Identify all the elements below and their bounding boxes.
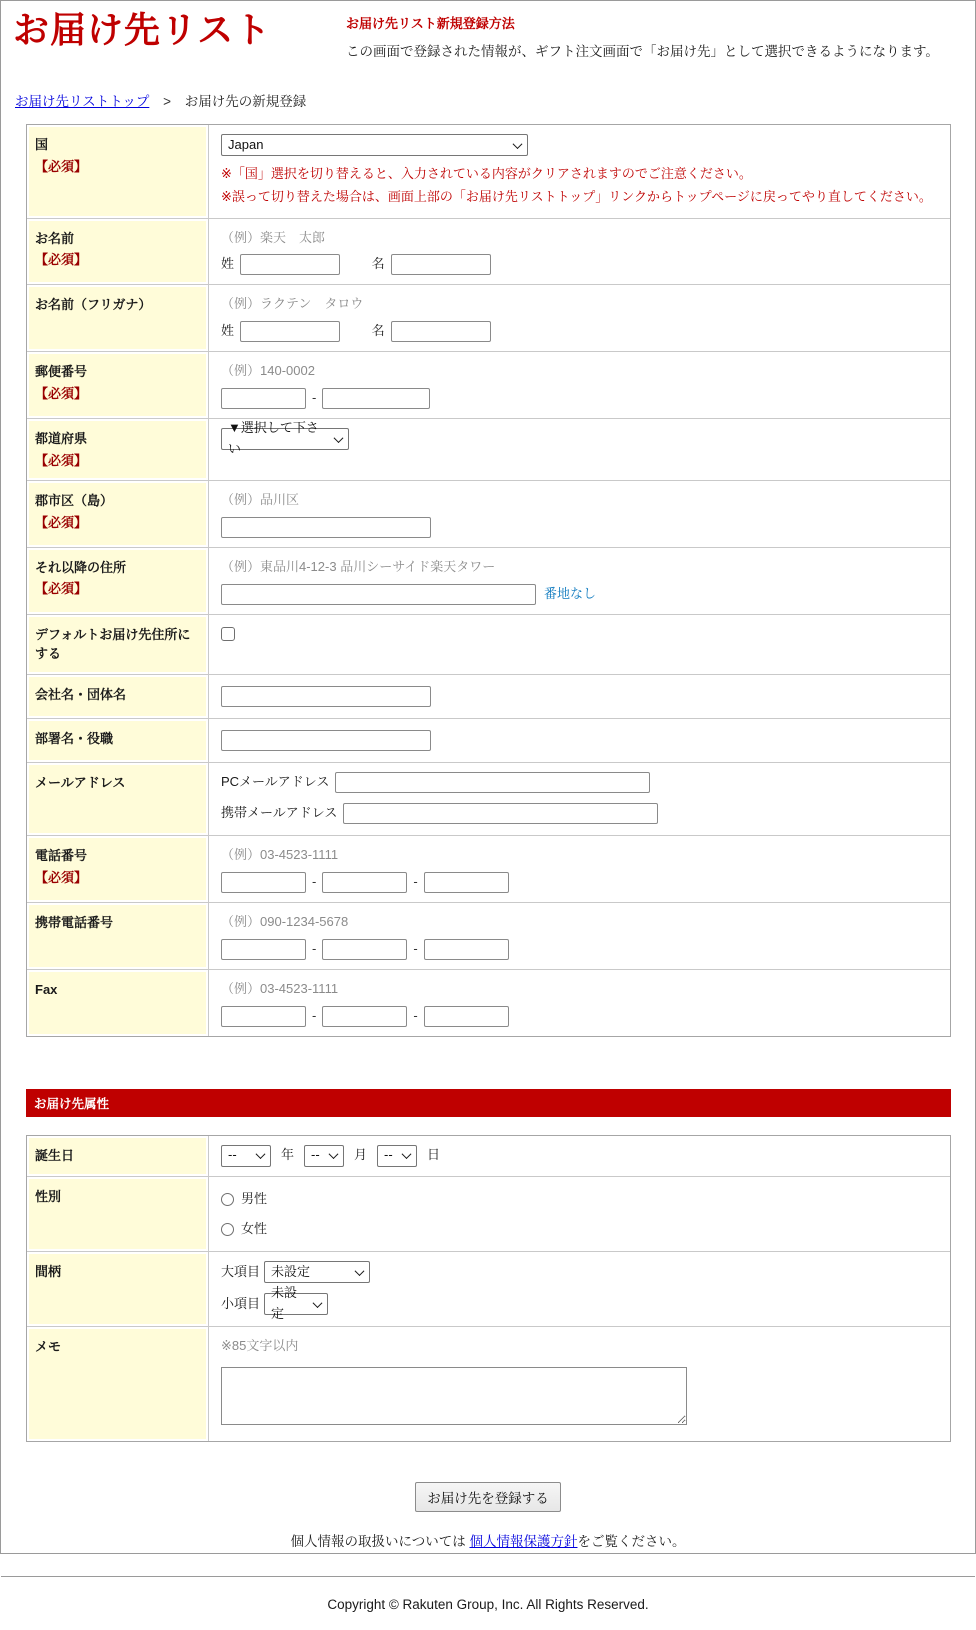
zip-hyphen: - — [312, 390, 317, 406]
row-kana — [27, 284, 950, 351]
name-example: （例）楽天 太郎 — [221, 229, 326, 245]
country-note-2: ※誤って切り替えた場合は、画面上部の「お届け先リストトップ」リンクからトップページに戻ってやり直してください。 — [221, 188, 932, 204]
memo-label: メモ — [35, 1339, 62, 1355]
attribute-form-table — [26, 1135, 951, 1442]
prefecture-select[interactable] — [221, 420, 349, 457]
row-mobile-phone — [27, 902, 950, 969]
row-country — [27, 125, 950, 218]
row-default-address — [27, 614, 950, 674]
country-select-value: Japan — [228, 136, 264, 152]
row-department — [27, 718, 950, 762]
department-label: 部署名・役職 — [35, 730, 114, 746]
row-city — [27, 480, 950, 547]
day-unit: 日 — [427, 1147, 441, 1163]
pc-email-input[interactable] — [335, 772, 650, 793]
mobile-phone-hyphen: - — [413, 940, 418, 956]
guide-title: お届け先リスト新規登録方法 — [346, 16, 515, 31]
memo-note: ※85文字以内 — [221, 1338, 299, 1354]
birthday-month-value: -- — [311, 1147, 320, 1163]
attribute-section-header: お届け先属性 — [26, 1089, 951, 1117]
relationship-minor-select[interactable] — [264, 1285, 328, 1322]
default-address-label: デフォルトお届け先住所にする — [35, 626, 191, 662]
required-badge: 【必須】 — [35, 252, 88, 267]
required-badge: 【必須】 — [35, 385, 88, 401]
chevron-down-icon — [329, 1149, 339, 1159]
gender-label: 性別 — [35, 1188, 62, 1204]
fax-input-2[interactable] — [322, 1006, 407, 1027]
breadcrumb — [15, 90, 975, 110]
mobile-phone-input-3[interactable] — [424, 939, 509, 960]
mobile-phone-label: 携帯電話番号 — [35, 914, 114, 930]
city-label: 郡市区（島） — [35, 493, 114, 509]
page-header — [1, 1, 975, 60]
company-input[interactable] — [221, 686, 431, 707]
row-name — [27, 218, 950, 285]
prefecture-label: 都道府県 — [35, 431, 88, 447]
mobile-phone-hyphen: - — [312, 940, 317, 956]
fax-label: Fax — [35, 981, 58, 997]
fax-hyphen: - — [312, 1007, 317, 1023]
privacy-suffix: をご覧ください。 — [577, 1533, 686, 1549]
city-input[interactable] — [221, 517, 431, 538]
required-badge: 【必須】 — [35, 452, 88, 468]
row-gender — [27, 1176, 950, 1252]
telephone-hyphen: - — [413, 874, 418, 889]
mobile-phone-input-2[interactable] — [322, 939, 407, 960]
telephone-example: （例）03-4523-1111 — [221, 847, 339, 863]
chevron-down-icon — [313, 1298, 323, 1308]
row-memo — [27, 1326, 950, 1441]
row-prefecture — [27, 418, 950, 480]
required-badge: 【必須】 — [35, 869, 88, 885]
first-name-kana-input[interactable] — [391, 321, 491, 342]
registration-guide — [346, 9, 939, 60]
privacy-prefix: 個人情報の取扱いについては — [290, 1533, 470, 1549]
last-name-label: 姓 — [221, 256, 235, 272]
required-badge: 【必須】 — [35, 581, 88, 597]
prefecture-select-value: ▼選択して下さい — [228, 420, 319, 457]
birthday-month-select[interactable] — [304, 1145, 344, 1167]
city-example: （例）品川区 — [221, 492, 300, 508]
privacy-policy-link[interactable]: 個人情報保護方針 — [469, 1533, 578, 1549]
mobile-phone-input-1[interactable] — [221, 939, 306, 960]
zip-input-1[interactable] — [221, 388, 306, 409]
street-address-input[interactable] — [221, 584, 536, 605]
row-telephone — [27, 835, 950, 902]
name-label: お名前 — [35, 230, 75, 246]
row-street-address — [27, 547, 950, 614]
breadcrumb-current: お届け先の新規登録 — [184, 94, 307, 109]
relationship-major-value: 未設定 — [271, 1263, 311, 1279]
birthday-day-value: -- — [384, 1147, 393, 1163]
fax-example: （例）03-4523-1111 — [221, 980, 339, 996]
country-label: 国 — [35, 137, 49, 152]
privacy-note — [1, 1530, 975, 1550]
department-input[interactable] — [221, 730, 431, 751]
no-banchi-link[interactable]: 番地なし — [544, 585, 597, 601]
relationship-major-select[interactable] — [264, 1261, 370, 1283]
country-note-1: ※「国」選択を切り替えると、入力されている内容がクリアされますのでご注意ください。 — [221, 166, 752, 181]
chevron-down-icon — [402, 1149, 412, 1159]
required-badge: 【必須】 — [35, 514, 88, 530]
country-select[interactable] — [221, 134, 528, 156]
row-fax — [27, 969, 950, 1036]
required-badge: 【必須】 — [35, 158, 88, 174]
first-name-input[interactable] — [391, 254, 491, 275]
last-name-kana-input[interactable] — [240, 321, 340, 342]
last-name-kana-label: 姓 — [221, 323, 235, 339]
mobile-email-label: 携帯メールアドレス — [221, 805, 338, 821]
zip-input-2[interactable] — [322, 388, 430, 409]
pc-email-label: PCメールアドレス — [221, 774, 330, 790]
birthday-label: 誕生日 — [35, 1147, 75, 1163]
zip-example: （例）140-0002 — [221, 363, 315, 379]
kana-label: お名前（フリガナ） — [35, 297, 152, 313]
fax-input-3[interactable] — [424, 1006, 509, 1027]
chevron-down-icon — [513, 139, 523, 149]
row-email — [27, 762, 950, 835]
telephone-hyphen: - — [312, 874, 317, 889]
breadcrumb-top-link[interactable]: お届け先リストトップ — [15, 94, 150, 109]
telephone-input-2[interactable] — [322, 872, 407, 893]
birthday-day-select[interactable] — [377, 1145, 417, 1167]
kana-example: （例）ラクテン タロウ — [221, 296, 364, 312]
row-company — [27, 674, 950, 718]
street-address-example: （例）東品川4-12-3 品川シーサイド楽天タワー — [221, 558, 496, 574]
relationship-major-label: 大項目 — [221, 1263, 261, 1279]
page-footer — [1, 1576, 975, 1630]
submit-area — [1, 1482, 975, 1512]
gender-female-radio[interactable] — [221, 1223, 234, 1236]
chevron-down-icon — [334, 433, 344, 443]
birthday-year-value: -- — [228, 1147, 237, 1163]
chevron-down-icon — [355, 1266, 365, 1276]
company-label: 会社名・団体名 — [35, 686, 127, 702]
copyright-text: Copyright © Rakuten Group, Inc. All Rights Reserved. — [327, 1596, 649, 1612]
telephone-input-1[interactable] — [221, 872, 306, 893]
mobile-email-input[interactable] — [343, 803, 658, 824]
zip-label: 郵便番号 — [35, 364, 88, 380]
year-unit: 年 — [281, 1147, 295, 1163]
row-relationship — [27, 1251, 950, 1326]
register-address-button[interactable]: お届け先を登録する — [415, 1482, 561, 1512]
default-address-checkbox[interactable] — [221, 627, 235, 641]
relationship-minor-value: 未設定 — [271, 1285, 298, 1322]
last-name-input[interactable] — [240, 254, 340, 275]
row-birthday — [27, 1136, 950, 1176]
gender-male-radio[interactable] — [221, 1193, 234, 1206]
street-address-label: それ以降の住所 — [35, 559, 127, 575]
row-zip — [27, 351, 950, 418]
guide-text: この画面で登録された情報が、ギフト注文画面で「お届け先」として選択できるようになります。 — [346, 44, 939, 59]
memo-textarea[interactable] — [221, 1367, 687, 1425]
month-unit: 月 — [354, 1147, 368, 1163]
mobile-phone-example: （例）090-1234-5678 — [221, 913, 349, 929]
breadcrumb-separator: > — [163, 94, 171, 109]
telephone-input-3[interactable] — [424, 872, 509, 893]
relationship-minor-label: 小項目 — [221, 1295, 261, 1311]
email-label: メールアドレス — [35, 774, 126, 790]
first-name-label: 名 — [371, 256, 385, 272]
fax-input-1[interactable] — [221, 1006, 306, 1027]
page-title: お届け先リスト — [13, 9, 272, 50]
fax-hyphen: - — [413, 1007, 418, 1023]
birthday-year-select[interactable] — [221, 1145, 271, 1167]
gender-female-label: 女性 — [241, 1221, 268, 1237]
chevron-down-icon — [256, 1149, 266, 1159]
first-name-kana-label: 名 — [371, 323, 385, 339]
relationship-label: 間柄 — [35, 1264, 62, 1280]
telephone-label: 電話番号 — [35, 848, 88, 864]
gender-male-label: 男性 — [241, 1190, 268, 1206]
address-form-table — [26, 124, 951, 1037]
